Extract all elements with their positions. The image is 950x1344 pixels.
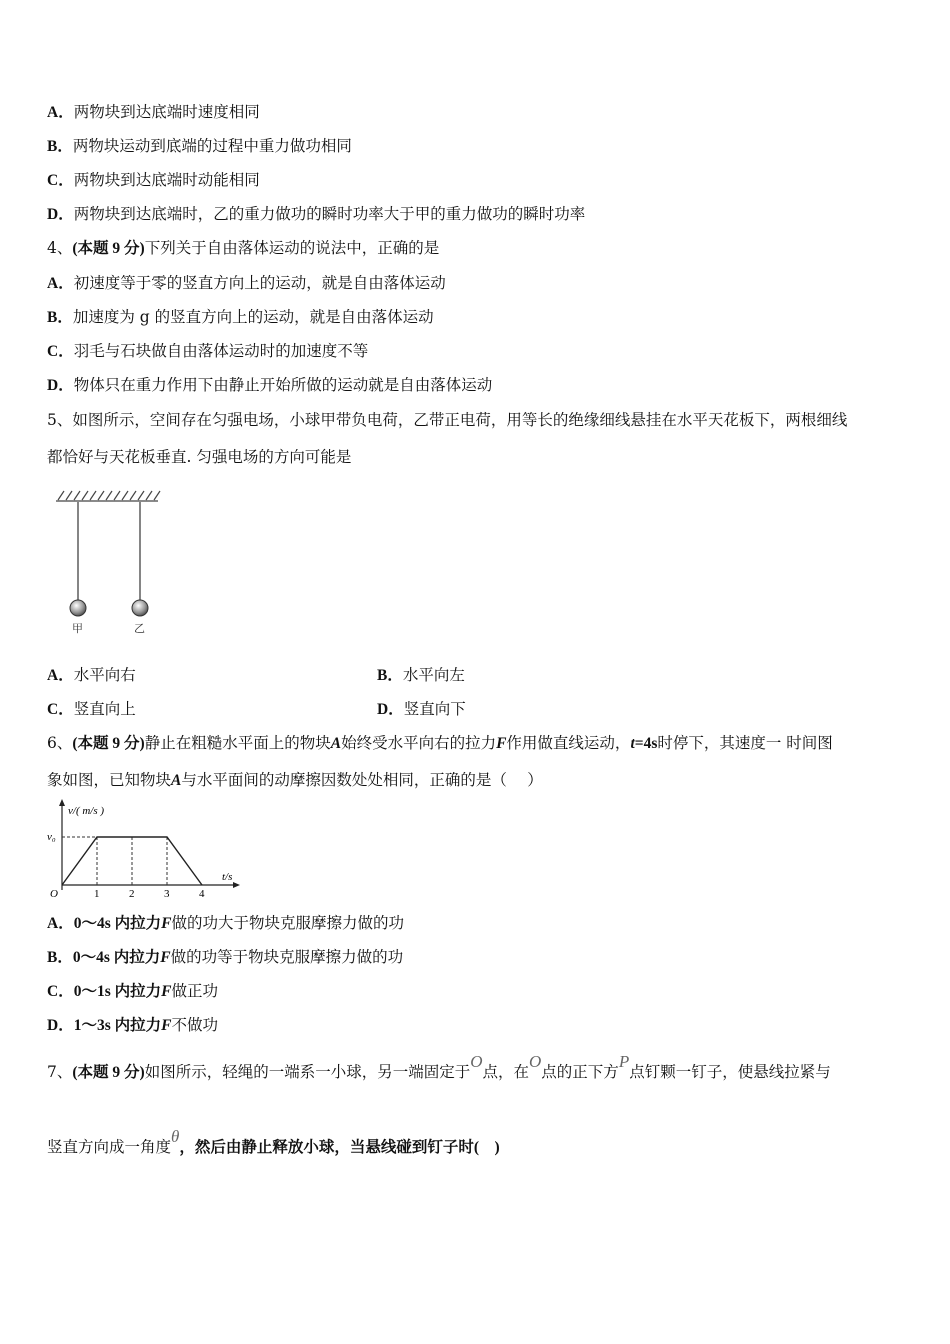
origin-label: O bbox=[50, 888, 58, 900]
x-tick-label: 1 bbox=[94, 888, 100, 900]
x-tick-label: 2 bbox=[129, 888, 135, 900]
q4-option-a: A．初速度等于零的竖直方向上的运动，就是自由落体运动 bbox=[47, 274, 446, 292]
v0-label: v₀ bbox=[47, 831, 56, 843]
q5-option-d: D．竖直向下 bbox=[377, 700, 466, 718]
q5-stem-line1: 5、如图所示，空间存在匀强电场，小球甲带负电荷，乙带正电荷，用等长的绝缘细线悬挂在水平天花板下，两根细线 bbox=[47, 411, 848, 429]
q6-stem-line2: 象如图，已知物块A与水平面间的动摩擦因数处处相同，正确的是（ ） bbox=[47, 771, 543, 789]
q4-stem: 4、(本题 9 分)下列关于自由落体运动的说法中，正确的是 bbox=[47, 239, 440, 257]
q4-option-b: B．加速度为 g 的竖直方向上的运动，就是自由落体运动 bbox=[47, 308, 434, 326]
y-axis-arrow bbox=[59, 799, 65, 806]
q5-option-b: B．水平向左 bbox=[377, 666, 465, 684]
q6-option-b: B．0～4s 内拉力F做的功等于物块克服摩擦力做的功 bbox=[47, 948, 404, 966]
q6-option-d: D．1～3s 内拉力F不做功 bbox=[47, 1016, 218, 1034]
q3-option-d: D．两物块到达底端时，乙的重力做功的瞬时功率大于甲的重力做功的瞬时功率 bbox=[47, 205, 586, 223]
ball-right-label: 乙 bbox=[134, 622, 145, 635]
q7-stem-line2: 竖直方向成一角度θ，然后由静止释放小球，当悬线碰到钉子时( ) bbox=[47, 1127, 500, 1156]
q3-option-b: B．两物块运动到底端的过程中重力做功相同 bbox=[47, 137, 352, 155]
q5-stem-line2: 都恰好与天花板垂直. 匀强电场的方向可能是 bbox=[47, 448, 352, 466]
q6-vt-chart bbox=[44, 798, 244, 902]
q4-option-c: C．羽毛与石块做自由落体运动时的加速度不等 bbox=[47, 342, 369, 360]
q6-stem-line1: 6、(本题 9 分)静止在粗糙水平面上的物块A始终受水平向右的拉力F作用做直线运动，t=4s时停下，其速度一 时间图 bbox=[47, 734, 833, 752]
x-tick-label: 4 bbox=[199, 888, 205, 900]
q3-option-a: A．两物块到达底端时速度相同 bbox=[47, 103, 260, 121]
q6-option-a: A．0～4s 内拉力F做的功大于物块克服摩擦力做的功 bbox=[47, 914, 404, 932]
q4-option-d: D．物体只在重力作用下由静止开始所做的运动就是自由落体运动 bbox=[47, 376, 493, 394]
q5-pendulum-figure bbox=[50, 488, 170, 638]
q6-option-c: C．0～1s 内拉力F做正功 bbox=[47, 982, 218, 1000]
ceiling-hatching bbox=[56, 491, 160, 501]
q7-stem-line1: 7、(本题 9 分)如图所示，轻绳的一端系一小球，另一端固定于O点，在O点的正下方P点钉颗一钉子，使悬线拉紧与 bbox=[47, 1052, 831, 1081]
ball-left bbox=[70, 600, 86, 616]
ball-right bbox=[132, 600, 148, 616]
x-axis-label: t/s bbox=[222, 871, 233, 883]
q5-option-c: C．竖直向上 bbox=[47, 700, 136, 718]
q5-option-a: A．水平向右 bbox=[47, 666, 136, 684]
ball-left-label: 甲 bbox=[72, 622, 83, 635]
q3-option-c: C．两物块到达底端时动能相同 bbox=[47, 171, 260, 189]
y-axis-label: v/( m/s ) bbox=[68, 805, 105, 817]
x-tick-label: 3 bbox=[164, 888, 170, 900]
x-axis-arrow bbox=[233, 882, 240, 888]
